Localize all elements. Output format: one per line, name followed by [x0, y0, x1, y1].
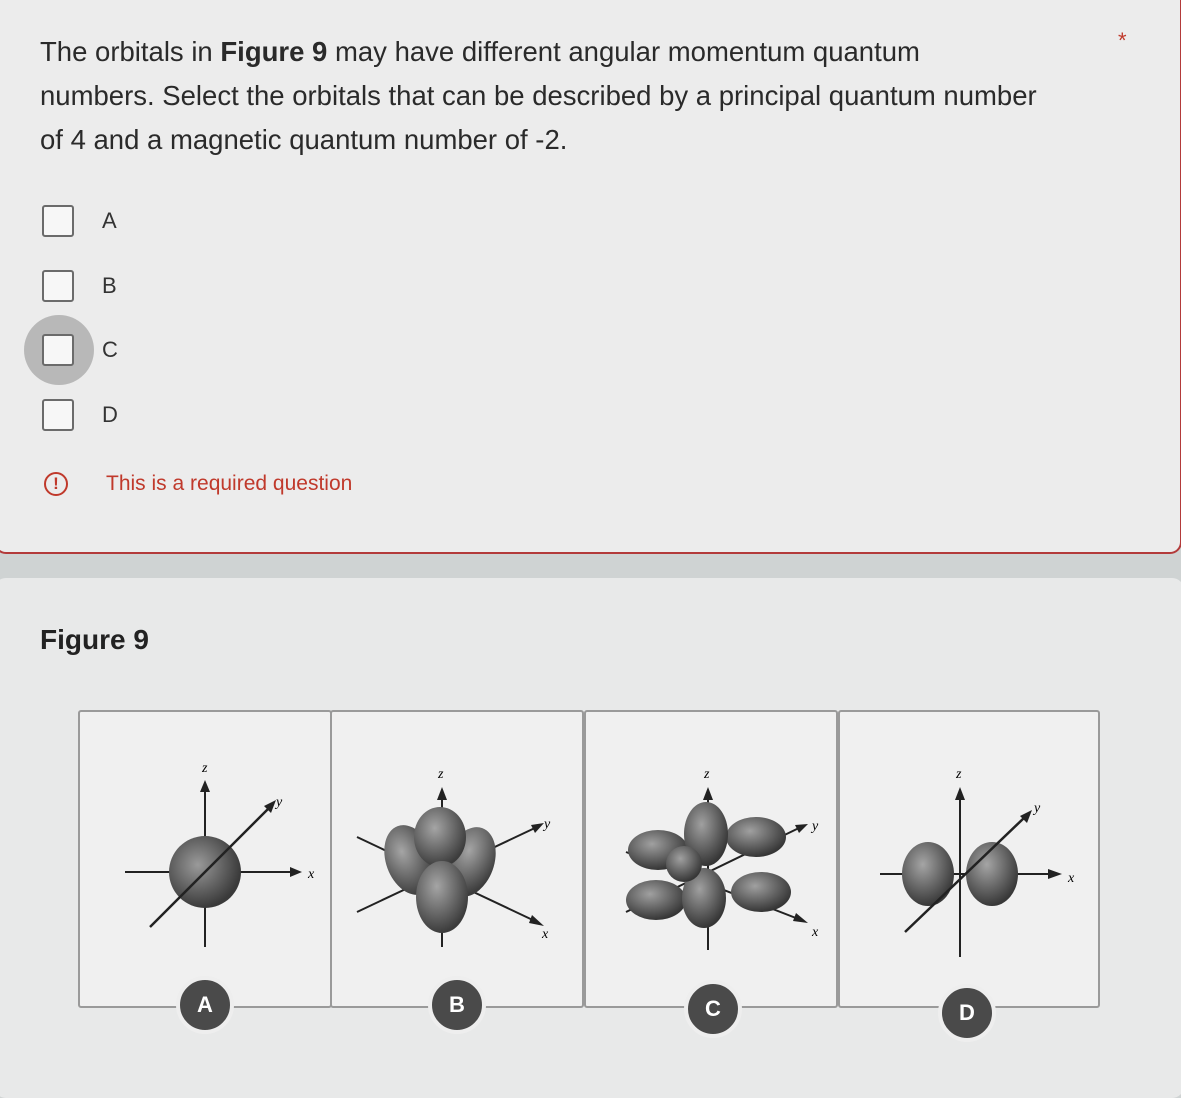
- required-warning: [44, 472, 352, 496]
- required-message: This is a required question: [106, 472, 353, 495]
- svg-text:x: x: [812, 925, 819, 940]
- figure-title: Figure 9: [40, 624, 149, 655]
- orbital-panel-b: [330, 710, 584, 1008]
- checkbox-c[interactable]: [42, 334, 74, 366]
- option-label-a: A: [102, 208, 117, 233]
- option-label-b: B: [102, 273, 117, 298]
- orbital-panel-d: [838, 710, 1100, 1008]
- checkbox-d[interactable]: [42, 399, 74, 431]
- svg-text:x: x: [1068, 871, 1075, 886]
- orbital-panel-a: [78, 710, 332, 1008]
- figure-reference: Figure 9: [220, 36, 328, 67]
- panel-label-b: B: [428, 976, 486, 1034]
- option-d[interactable]: [42, 397, 118, 433]
- option-label-d: D: [102, 402, 118, 427]
- svg-text:y: y: [276, 795, 283, 810]
- option-b[interactable]: [42, 268, 117, 304]
- option-a[interactable]: [42, 203, 117, 239]
- panel-label-c: C: [684, 980, 742, 1038]
- svg-text:x: x: [542, 927, 549, 942]
- svg-text:z: z: [704, 767, 710, 782]
- option-c[interactable]: [42, 332, 118, 368]
- orbital-b-drawing: [332, 712, 582, 1006]
- svg-text:z: z: [956, 767, 962, 782]
- option-label-c: C: [102, 337, 118, 362]
- svg-text:y: y: [544, 817, 551, 832]
- panel-label-a: A: [176, 976, 234, 1034]
- orbital-c-drawing: [586, 712, 836, 1006]
- required-asterisk: *: [1118, 28, 1127, 53]
- svg-text:y: y: [1034, 801, 1041, 816]
- svg-text:y: y: [812, 819, 819, 834]
- checkbox-a[interactable]: [42, 205, 74, 237]
- svg-text:z: z: [438, 767, 444, 782]
- checkbox-b[interactable]: [42, 270, 74, 302]
- svg-text:z: z: [202, 761, 208, 776]
- panel-label-d: D: [938, 984, 996, 1042]
- orbital-panel-c: [584, 710, 838, 1008]
- warning-icon: !: [44, 472, 68, 496]
- svg-text:x: x: [308, 867, 315, 882]
- orbital-a-drawing: [80, 712, 330, 1006]
- question-text: The orbitals in Figure 9 may have different angular momentum quantum numbers. Select the orbitals that can be described by a principal quantum number of 4 and a magnetic quantum number of -2.: [40, 36, 1037, 155]
- orbital-d-drawing: [840, 712, 1098, 1006]
